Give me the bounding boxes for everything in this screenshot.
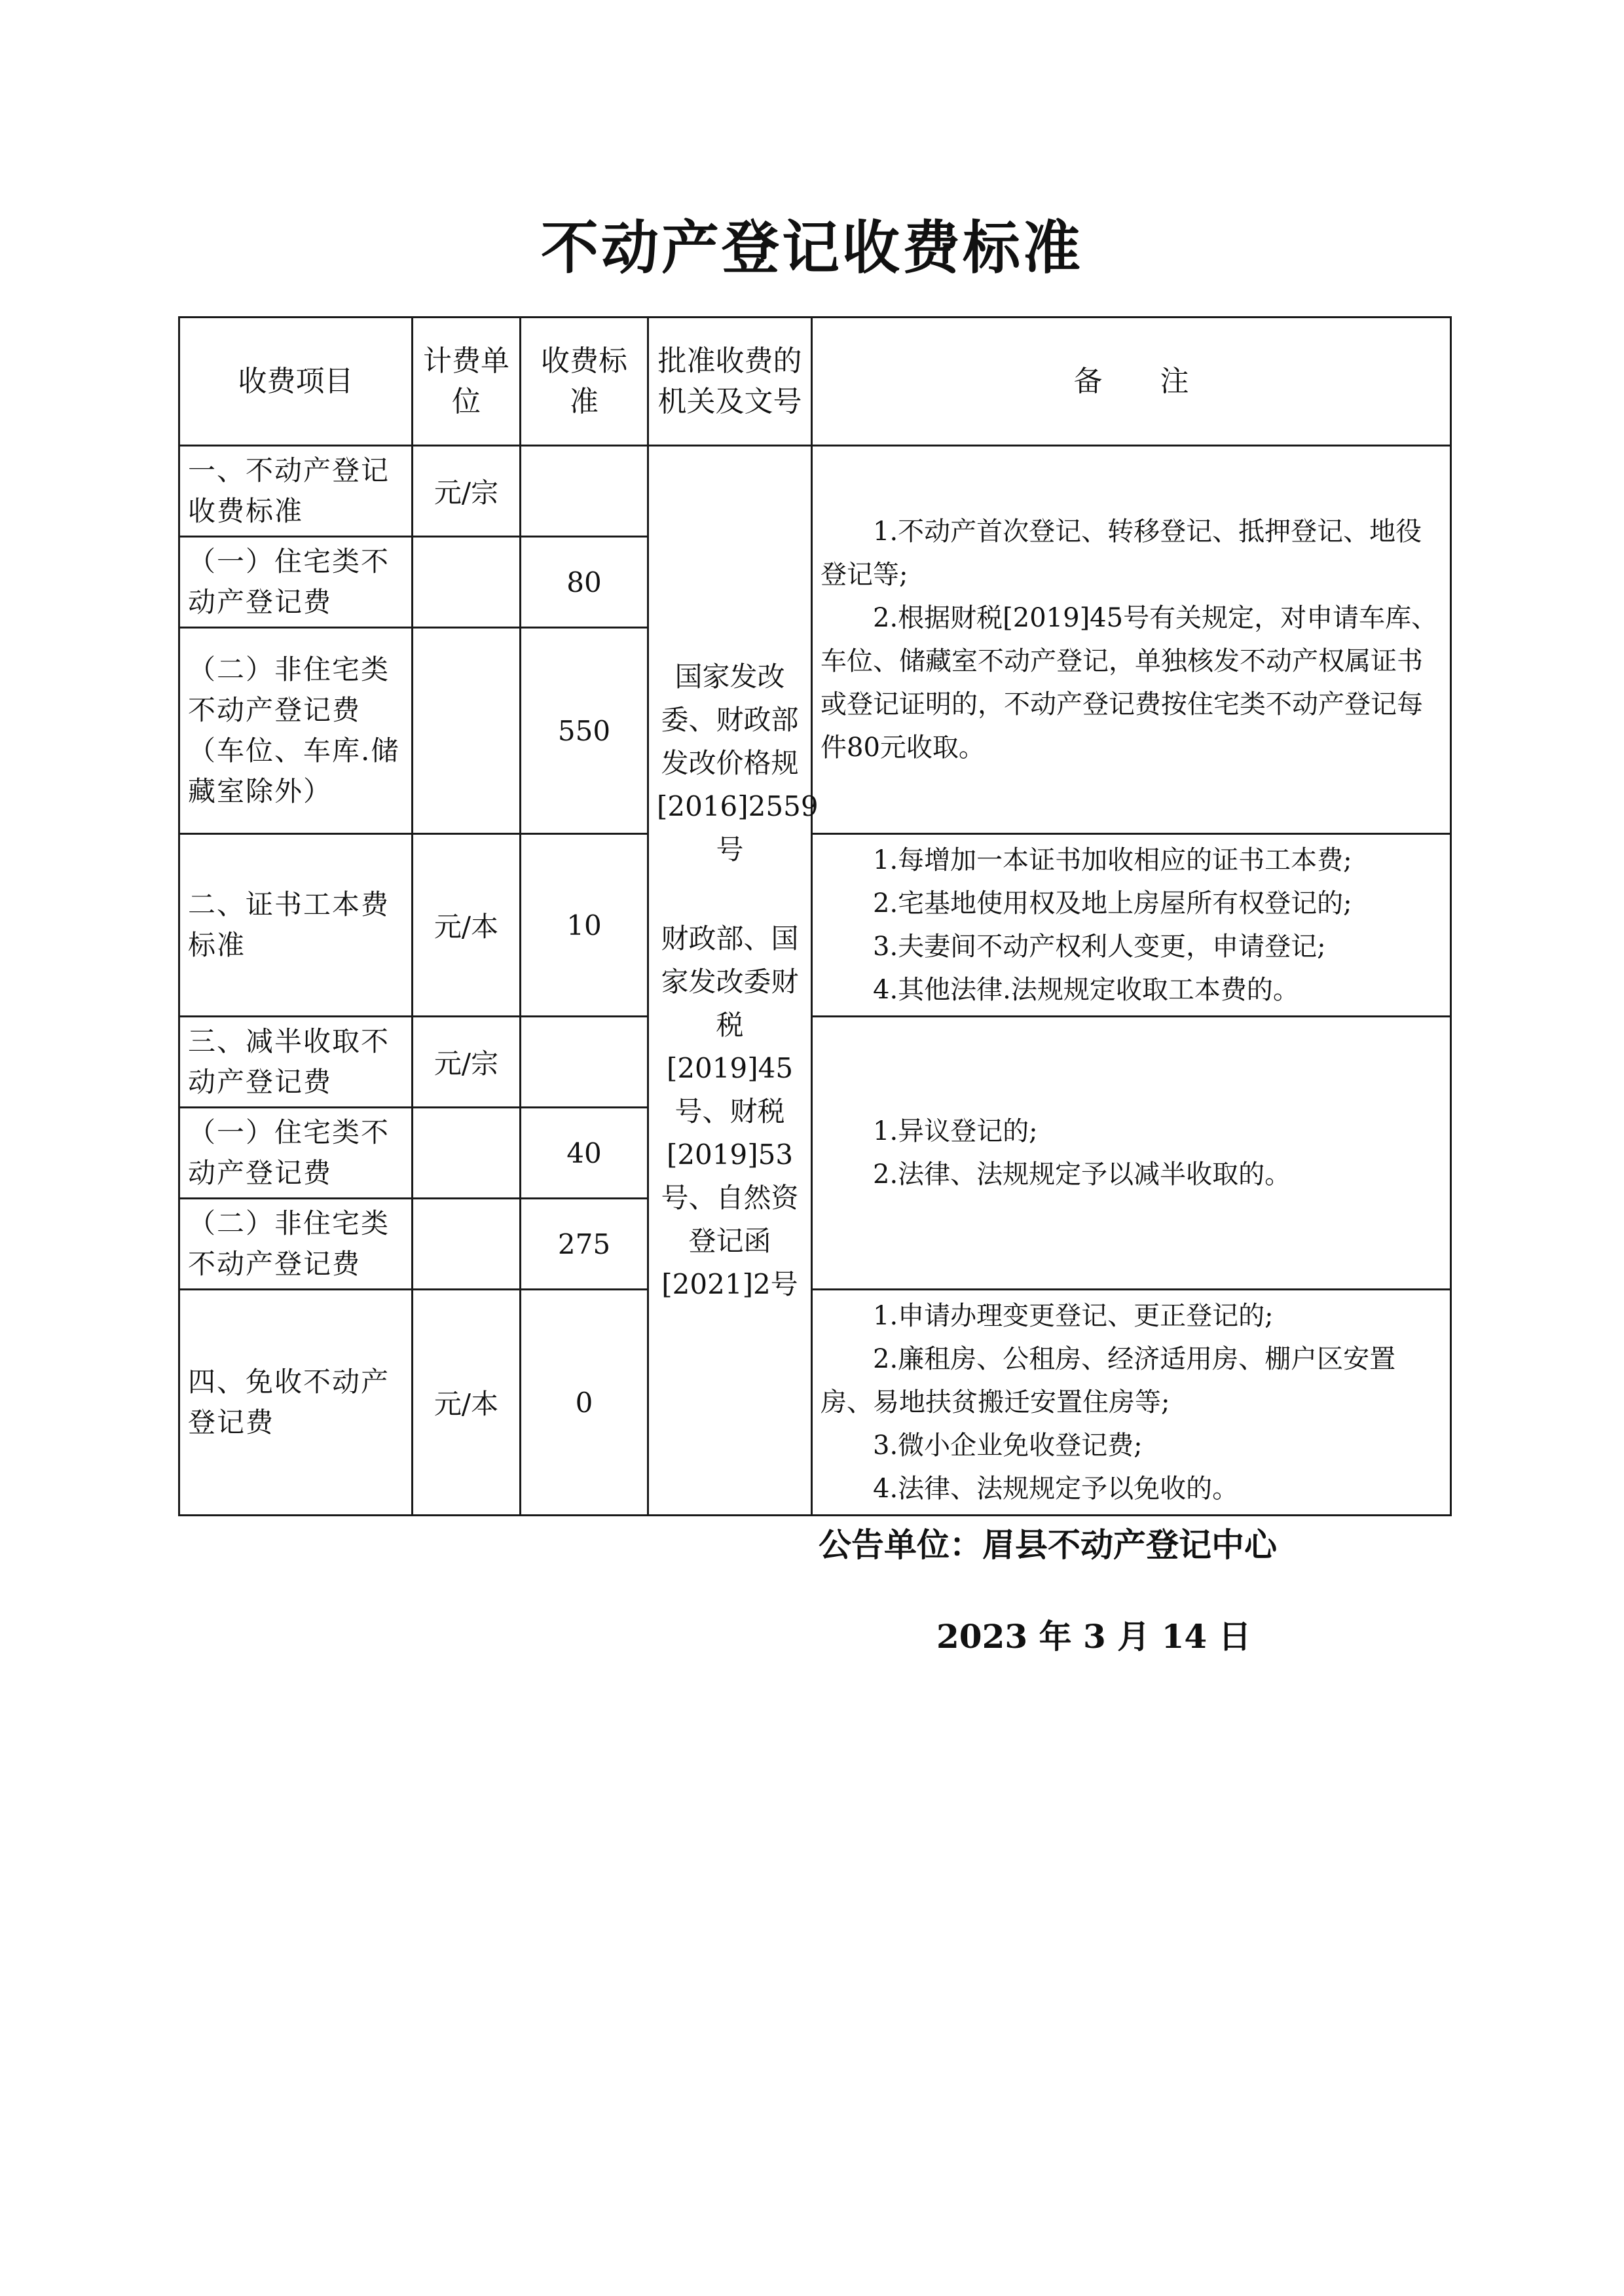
table-row (179, 446, 1451, 537)
row-item: （二）非住宅类不动产登记费 (179, 1199, 413, 1290)
row-standard (521, 446, 648, 537)
header-standard: 收费标准 (521, 318, 648, 446)
fee-table (178, 316, 1452, 1516)
row-unit (413, 1199, 521, 1290)
row-standard: 80 (521, 537, 648, 628)
row-item: 四、免收不动产登记费 (179, 1290, 413, 1516)
approval-agency-cell (648, 446, 819, 1516)
row-unit (413, 628, 521, 834)
agency-text-2: 财政部、国家发改委财税[2019]45号、财税[2019]53号、自然资登记函[2021]2号 (661, 922, 799, 1300)
row-item: 三、减半收取不动产登记费 (179, 1017, 413, 1108)
note-line: 4.其他法律.法规规定收取工本费的。 (873, 975, 1299, 1005)
note-cell-3 (812, 1017, 1451, 1290)
note-line: 3.夫妻间不动产权利人变更，申请登记; (873, 932, 1326, 962)
note-cell-4 (812, 1290, 1451, 1516)
row-unit: 元/本 (413, 834, 521, 1017)
note-line: 2.根据财税[2019]45号有关规定，对申请车库、车位、储藏室不动产登记，单独核发不动产权属证书或登记证明的，不动产登记费按住宅类不动产登记每件80元收取。 (821, 603, 1438, 763)
note-line: 2.法律、法规规定予以减半收取的。 (873, 1159, 1291, 1190)
note-line: 1.异议登记的; (873, 1116, 1038, 1146)
row-item: 一、不动产登记收费标准 (179, 446, 413, 537)
table-row (179, 834, 1451, 1017)
row-item: （一）住宅类不动产登记费 (179, 1108, 413, 1199)
publisher-line: 公告单位：眉县不动产登记中心 (819, 1525, 1277, 1564)
row-standard: 0 (521, 1290, 648, 1516)
header-notes: 备 注 (812, 318, 1451, 446)
note-line: 2.廉租房、公租房、经济适用房、棚户区安置房、易地扶贫搬迁安置住房等; (821, 1344, 1396, 1417)
note-cell-1 (812, 446, 1451, 834)
header-unit: 计费单位 (413, 318, 521, 446)
row-unit (413, 1108, 521, 1199)
row-item: （一）住宅类不动产登记费 (179, 537, 413, 628)
note-line: 1.不动产首次登记、转移登记、抵押登记、地役登记等; (821, 517, 1422, 590)
row-unit: 元/宗 (413, 446, 521, 537)
agency-text-1: 国家发改委、财政部发改价格规[2016]2559号 (657, 660, 819, 866)
header-item: 收费项目 (179, 318, 413, 446)
table-header-row (179, 318, 1451, 446)
note-line: 3.微小企业免收登记费; (873, 1430, 1143, 1461)
row-item: 二、证书工本费标准 (179, 834, 413, 1017)
row-standard: 10 (521, 834, 648, 1017)
row-standard: 550 (521, 628, 648, 834)
note-line: 4.法律、法规规定予以免收的。 (873, 1474, 1239, 1504)
row-unit: 元/本 (413, 1290, 521, 1516)
table-row (179, 1290, 1451, 1516)
row-standard (521, 1017, 648, 1108)
publish-date: 2023 年 3 月 14 日 (936, 1617, 1251, 1656)
row-standard: 275 (521, 1199, 648, 1290)
row-unit: 元/宗 (413, 1017, 521, 1108)
page-title: 不动产登记收费标准 (540, 213, 1083, 282)
note-line: 2.宅基地使用权及地上房屋所有权登记的; (873, 888, 1352, 919)
header-agency: 批准收费的机关及文号 (648, 318, 812, 446)
note-line: 1.每增加一本证书加收相应的证书工本费; (873, 845, 1352, 875)
note-cell-2 (812, 834, 1451, 1017)
row-unit (413, 537, 521, 628)
row-standard: 40 (521, 1108, 648, 1199)
table-row (179, 1017, 1451, 1108)
note-line: 1.申请办理变更登记、更正登记的; (873, 1301, 1274, 1331)
row-item: （二）非住宅类不动产登记费（车位、车库.储藏室除外） (179, 628, 413, 834)
